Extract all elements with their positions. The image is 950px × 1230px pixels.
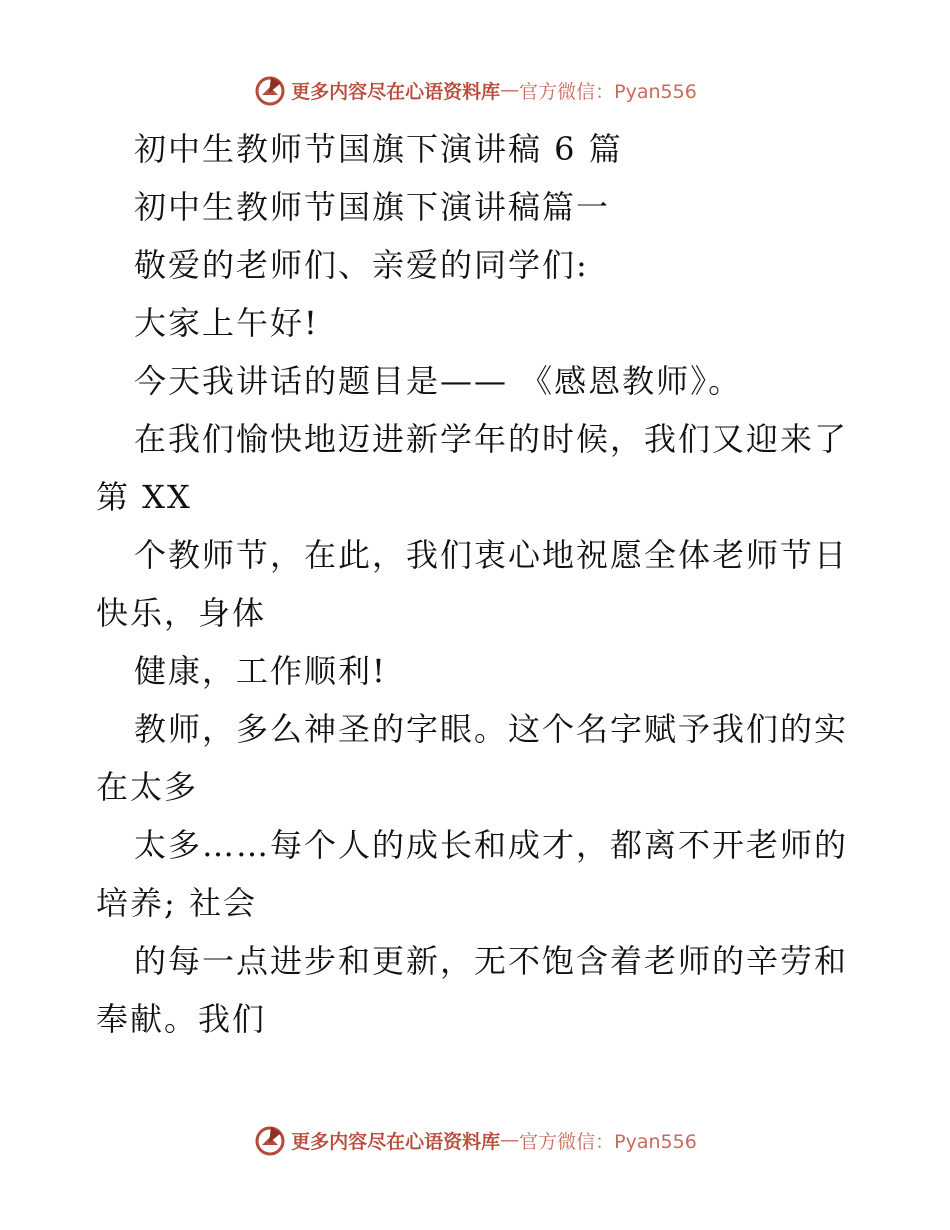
doc-line: 奉献。我们	[96, 1000, 267, 1038]
doc-line: 培养; 社会	[96, 884, 257, 922]
footer-wechat: 官方微信：Pyan556	[519, 1130, 697, 1153]
doc-line: 敬爱的老师们、亲爱的同学们:	[134, 246, 589, 284]
doc-line: 今天我讲话的题目是—— 《感恩教师》。	[134, 362, 743, 400]
banner-wechat: 官方微信：Pyan556	[519, 80, 697, 103]
doc-line: 第 XX	[96, 478, 192, 516]
banner-title: 更多内容尽在心语资料库	[291, 80, 501, 103]
doc-line: 的每一点进步和更新，无不饱含着老师的辛劳和	[134, 942, 849, 980]
book-quill-logo-icon	[253, 1123, 287, 1157]
footer-title: 更多内容尽在心语资料库	[291, 1130, 501, 1153]
doc-line: 太多……每个人的成长和成才，都离不开老师的	[134, 826, 849, 864]
banner-separator: —	[500, 79, 520, 101]
doc-line: 快乐，身体	[96, 594, 267, 632]
footer-banner	[0, 1120, 950, 1160]
doc-line: 在我们愉快地迈进新学年的时候，我们又迎来了	[134, 420, 849, 458]
document-body	[96, 120, 856, 1048]
book-quill-logo-icon	[253, 73, 287, 107]
doc-line: 大家上午好!	[134, 304, 319, 342]
header-banner	[0, 70, 950, 110]
doc-line: 教师，多么神圣的字眼。这个名字赋予我们的实	[134, 710, 849, 748]
doc-line: 在太多	[96, 768, 199, 806]
doc-line: 个教师节，在此，我们衷心地祝愿全体老师节日	[134, 536, 849, 574]
footer-separator: —	[500, 1129, 520, 1151]
doc-line: 初中生教师节国旗下演讲稿篇一	[134, 188, 611, 226]
doc-line: 健康，工作顺利!	[134, 652, 387, 690]
doc-line: 初中生教师节国旗下演讲稿 6 篇	[134, 130, 623, 168]
